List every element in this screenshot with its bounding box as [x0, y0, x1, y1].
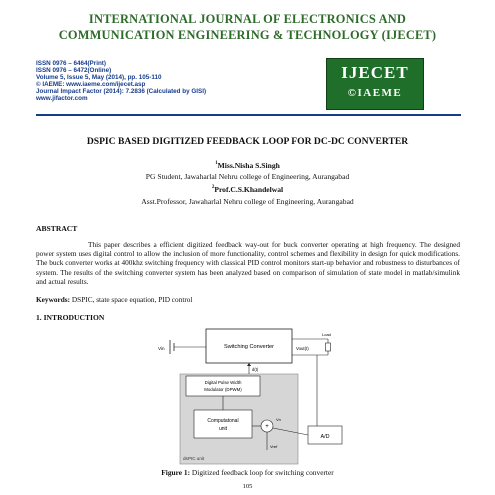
- vn-label: Vn: [276, 417, 281, 422]
- figure-caption: [0, 468, 495, 477]
- vout-label: Vout(t): [296, 346, 309, 351]
- paper-title: DSPIC BASED DIGITIZED FEEDBACK LOOP FOR DC-DC CONVERTER: [86, 136, 409, 147]
- author-2-sup: 2: [211, 185, 215, 190]
- page-number: 105: [242, 483, 253, 490]
- jifactor-link[interactable]: www.jifactor.com: [36, 95, 88, 102]
- affiliation-1: PG Student, Jawaharlal Nehru college of Engineering, Aurangabad: [145, 172, 350, 181]
- iaeme-url[interactable]: © IAEME: www.iaeme.com/ijecet.asp: [36, 81, 146, 88]
- vin-label: Vin: [158, 346, 165, 351]
- author-2: [0, 185, 495, 194]
- author-2-name: Prof.C.S.Khandelwal: [214, 185, 284, 194]
- abstract-heading: ABSTRACT: [36, 224, 78, 233]
- keywords-text: DSPIC, state space equation, PID control: [71, 295, 193, 304]
- computational-unit-block: [194, 410, 252, 438]
- intro-heading: 1. INTRODUCTION: [36, 313, 105, 322]
- dspic-label: dsPIC unit: [183, 456, 205, 461]
- figure-caption-text: Digitized feedback loop for switching converter: [191, 468, 334, 477]
- dpwm-label-1: Digital Pulse Width: [204, 380, 242, 385]
- ad-label: A/D: [320, 434, 330, 440]
- header-rule: [36, 114, 461, 116]
- logo-subtitle: ©IAEME: [347, 87, 403, 99]
- issn-online: ISSN 0976 – 6472(Online): [36, 67, 112, 74]
- journal-title-line2: COMMUNICATION ENGINEERING & TECHNOLOGY (IJECET): [58, 28, 437, 42]
- computational-unit-label-2: unit: [218, 426, 228, 432]
- volume-info: Volume 5, Issue 5, May (2014), pp. 105-110: [36, 74, 162, 81]
- summing-plus: +: [265, 424, 269, 430]
- author-1: [0, 161, 495, 170]
- switching-converter-label: Switching Converter: [223, 344, 275, 350]
- vref-label: Vref: [270, 444, 278, 449]
- issn-print: ISSN 0976 – 6464(Print): [36, 60, 107, 67]
- keywords: [36, 295, 192, 304]
- feedback-loop-diagram: [150, 326, 350, 466]
- load-label: Load: [322, 332, 331, 337]
- keywords-label: Keywords:: [36, 295, 71, 304]
- dpwm-label-2: Modulator (DPWM): [204, 387, 242, 392]
- author-1-sup: 1: [215, 161, 218, 166]
- dt-label: d(t): [252, 367, 259, 372]
- affiliation-2: Asst.Professor, Jawaharlal Nehru college of Engineering, Aurangabad: [141, 197, 354, 206]
- author-1-name: Miss.Nisha S.Singh: [217, 161, 280, 170]
- load-resistor: [326, 343, 331, 351]
- figure-label: Figure 1:: [161, 468, 191, 477]
- dt-arrowhead: [247, 363, 251, 366]
- ijecet-logo: [326, 58, 424, 110]
- abstract-body: This paper describes a efficient digitized feedback way-out for buck converter operating at high frequency. The designed power system uses digital control to allow the inclusion of more functionality, control schemes and flexibility in design for quick modifications. The buck converter works at 400khz switching frequency with classical PID control monitors start-up behavior and robustness to disturbances of system. The results of the switching converter system has been analyzed based on comparison of simulation of state model in matlab/simulink and actual results.: [36, 240, 460, 286]
- dpwm-block: [186, 376, 260, 396]
- impact-factor: Journal Impact Factor (2014): 7.2836 (Calculated by GISI): [36, 88, 207, 95]
- logo-title: IJECET: [341, 63, 409, 82]
- journal-title-line1: INTERNATIONAL JOURNAL OF ELECTRONICS AND: [88, 12, 407, 26]
- computational-unit-label-1: Computatonal: [207, 418, 239, 424]
